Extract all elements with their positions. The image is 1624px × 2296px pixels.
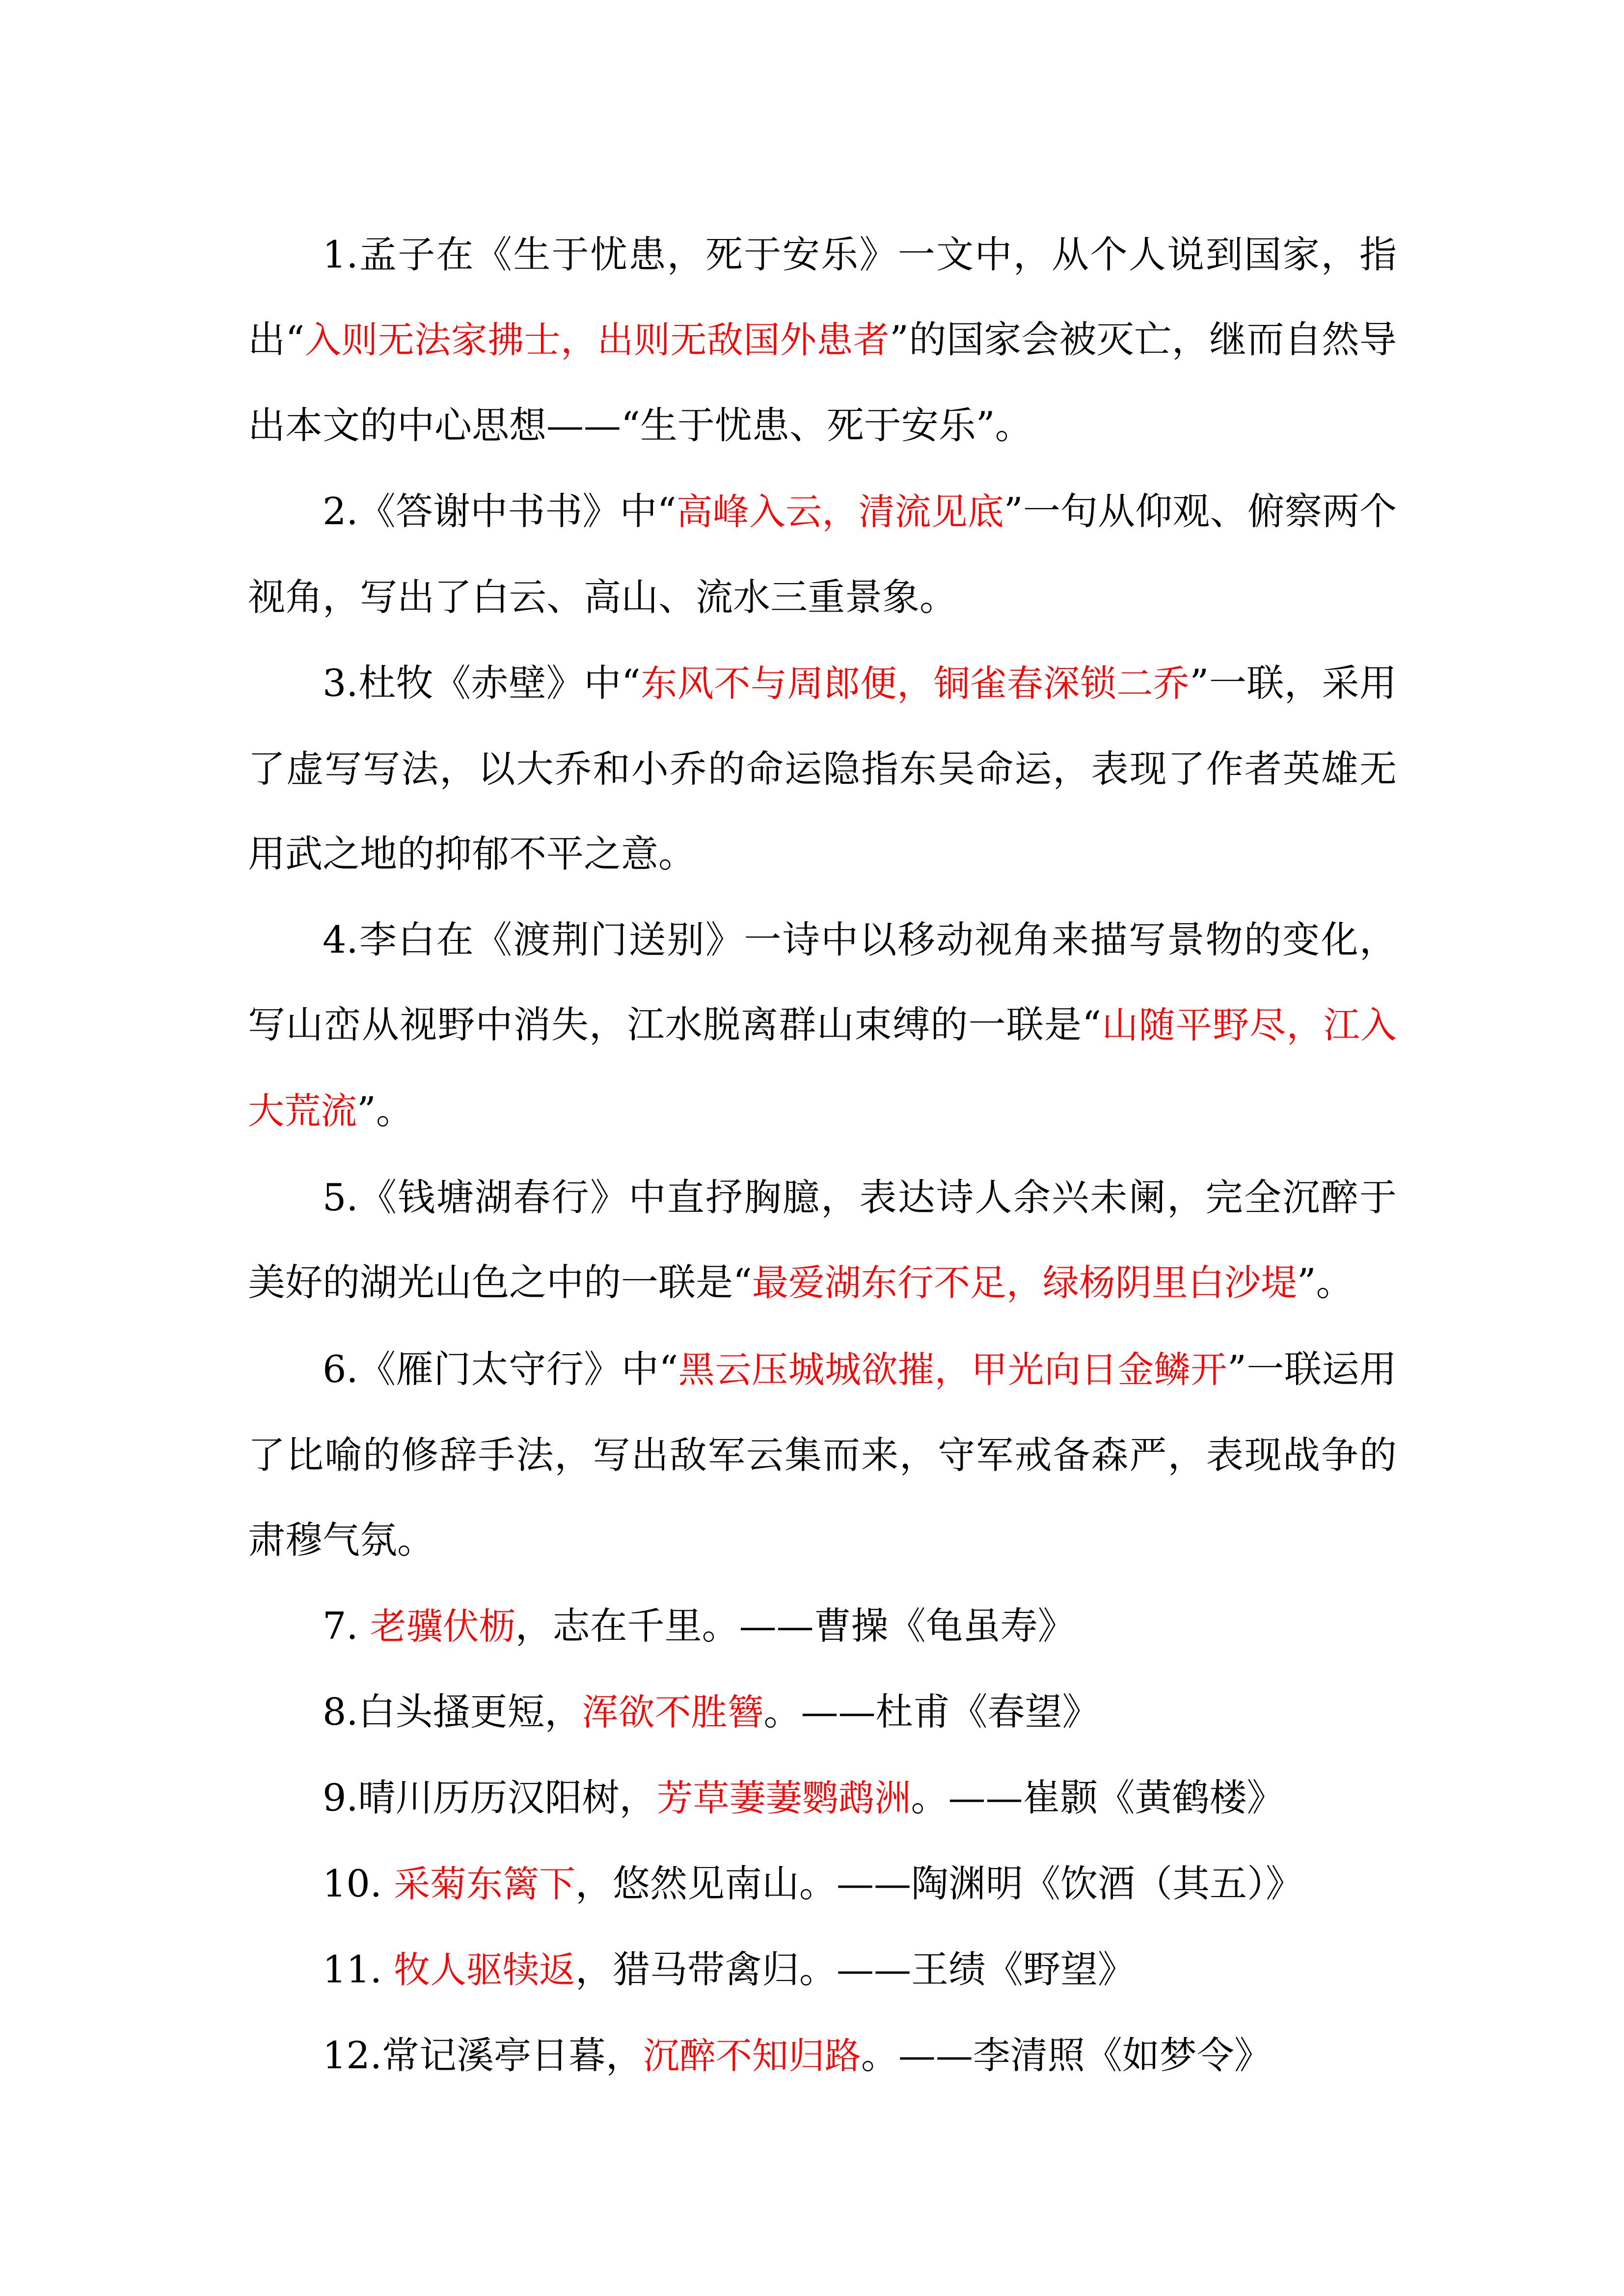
paragraph-3-text: 3.杜牧《赤壁》中“ [323,661,641,705]
paragraph-1 [248,212,1397,468]
item-8-answer: 浑欲不胜簪 [582,1691,764,1734]
item-10-text-end: ，悠然见南山。——陶渊明《饮酒（其五）》 [575,1862,1303,1905]
document-content [248,212,1397,2099]
paragraph-5 [248,1155,1397,1326]
paragraph-5-text-end: ”。 [1297,1260,1353,1304]
paragraph-1-answer: 入则无法家拂士，出则无敌国外患者 [304,319,890,361]
paragraph-6-text-end: ”一联运用了比喻的修辞手法，写出敌军云集而来，守军戒备森严，表现战争的肃穆气氛。 [248,1347,1397,1562]
paragraph-6-answer: 黑云压城城欲摧，甲光向日金鳞开 [678,1349,1227,1391]
paragraph-4-answer: 山随平野尽，江入大荒流 [248,1004,1397,1132]
item-11-text-end: ，猎马带禽归。——王绩《野望》 [575,1948,1136,1991]
item-12-text-end: 。——李清照《如梦令》 [861,2033,1272,2077]
paragraph-3-text-end: ”一联，采用了虚写写法，以大乔和小乔的命运隐指东吴命运，表现了作者英雄无用武之地的抑郁不平之意。 [248,661,1397,876]
item-8-text-end: 。——杜甫《春望》 [763,1690,1100,1734]
item-9-text: 9.晴川历历汉阳树， [323,1776,657,1819]
item-9 [248,1755,1397,1841]
paragraph-1-text: 1.孟子在《生于忧患，死于安乐》一文中，从个人说到国家，指出“ [248,233,1397,361]
paragraph-5-answer: 最爱湖东行不足，绿杨阴里白沙堤 [752,1262,1297,1304]
paragraph-2-answer: 高峰入云，清流见底 [676,491,1004,533]
item-12-answer: 沉醉不知归路 [643,2035,861,2077]
paragraph-4-text-end: ”。 [357,1089,413,1132]
item-7-text: 7. [323,1604,370,1648]
item-9-text-end: 。——崔颢《黄鹤楼》 [911,1776,1284,1819]
item-7 [248,1583,1397,1669]
item-10-text: 10. [323,1862,394,1905]
item-7-answer: 老骥伏枥 [370,1605,515,1648]
item-7-text-end: ，志在千里。——曹操《龟虽寿》 [515,1604,1075,1648]
paragraph-2 [248,469,1397,640]
paragraph-2-text: 2.《答谢中书书》中“ [323,489,677,533]
item-11 [248,1927,1397,2013]
paragraph-3 [248,641,1397,896]
item-12 [248,2013,1397,2099]
item-10-answer: 采菊东篱下 [394,1863,576,1905]
paragraph-3-answer: 东风不与周郎便，铜雀春深锁二乔 [640,663,1190,705]
item-12-text: 12.常记溪亭日暮， [323,2033,643,2077]
paragraph-4 [248,897,1397,1154]
paragraph-6 [248,1327,1397,1582]
paragraph-6-text: 6.《雁门太守行》中“ [323,1347,678,1391]
paragraph-4-text: 4.李白在《渡荆门送别》一诗中以移动视角来描写景物的变化，写山峦从视野中消失，江水脱离群山束缚的一联是“ [248,918,1397,1046]
item-11-answer: 牧人驱犊返 [394,1949,576,1991]
item-10 [248,1841,1397,1927]
item-9-answer: 芳草萋萋鹦鹉洲 [656,1777,911,1819]
item-8-text: 8.白头搔更短， [323,1690,582,1734]
item-8 [248,1669,1397,1755]
item-11-text: 11. [323,1948,394,1991]
paragraph-5-text: 5.《钱塘湖春行》中直抒胸臆，表达诗人余兴未阑，完全沉醉于美好的湖光山色之中的一联是“ [248,1175,1397,1304]
paragraph-2-text-end: ”一句从仰观、俯察两个视角，写出了白云、高山、流水三重景象。 [248,489,1397,619]
paragraph-1-text-end: ”的国家会被灭亡，继而自然导出本文的中心思想——“生于忧患、死于安乐”。 [248,318,1397,447]
